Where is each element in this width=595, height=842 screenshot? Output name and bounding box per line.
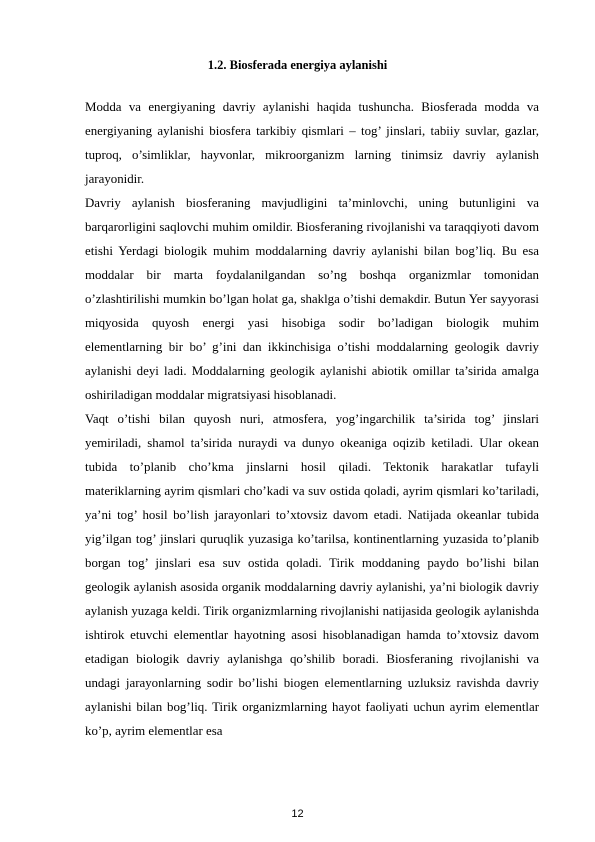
- section-heading: 1.2. Biosferada energiya aylanishi: [207, 58, 388, 72]
- page-number: 12: [291, 808, 304, 820]
- paragraph-1: Modda va energiyaning davriy aylanishi haqida tushuncha. Biosferada modda va energiyaning aylanishi biosfera tarkibiy qismlari – tog’ jinslari, tabiiy suvlar, gazlar, tuproq, o’simliklar, hayvonlar, mikroorganizm larning tinimsiz davriy aylanish jarayonidir.: [85, 100, 539, 186]
- paragraph-2: Davriy aylanish biosferaning mavjudligini ta’minlovchi, uning butunligini va barqarorligini saqlovchi muhim omildir. Biosferaning rivojlanishi va taraqqiyoti davom etishi Yerdagi biologik muhim moddalarning davriy aylanishi bilan bog’liq. Bu esa moddalar bir marta foydalanilgandan so’ng boshqa organizmlar tomonidan o’zlashtirilishi mumkin bo’lgan holat ga, shaklga o’tishi demakdir. Butun Yer sayyorasi miqyosida quyosh energi yasi hisobiga sodir bo’ladigan biologik muhim elementlarning bir bo’ g’ini dan ikkinchisiga o’tishi moddalarning geologik davriy aylanishi deyi ladi. Moddalarning geologik aylanishi abiotik omillar ta’sirida amalga oshiriladigan moddalar migratsiyasi hisoblanadi.: [85, 196, 539, 402]
- body-text: [85, 95, 539, 743]
- paragraph-3: Vaqt o’tishi bilan quyosh nuri, atmosfera, yog’ingarchilik ta’sirida tog’ jinslari yemiriladi, shamol ta’sirida nuraydi va dunyo okeaniga oqizib ketiladi. Ular okean tubida to’planib cho’kma jinslarni hosil qiladi. Tektonik harakatlar tufayli materiklarning ayrim qismlari cho’kadi va suv ostida qoladi, ayrim qismlari ko’tariladi, ya’ni tog’ hosil bo’lish jarayonlari to’xtovsiz davom etadi. Natijada okeanlar tubida yig’ilgan tog’ jinslari quruqlik yuzasiga ko’tarilsa, kontinentlarning yuzasida to’planib borgan tog’ jinslari esa suv ostida qoladi. Tirik moddaning paydo bo’lishi bilan geologik aylanish asosida organik moddalarning davriy aylanishi, ya’ni biologik davriy aylanish yuzaga keldi. Tirik organizmlarning rivojlanishi natijasida geologik aylanishda ishtirok etuvchi elementlar hayotning asosi hisoblanadigan hamda to’xtovsiz davom etadigan biologik davriy aylanishga qo’shilib boradi. Biosferaning rivojlanishi va undagi jarayonlarning sodir bo’lishi biogen elementlarning uzluksiz ravishda davriy aylanishi bilan bog’liq. Tirik organizmlarning hayot faoliyati uchun ayrim elementlar ko’p, ayrim elementlar esa: [85, 412, 539, 738]
